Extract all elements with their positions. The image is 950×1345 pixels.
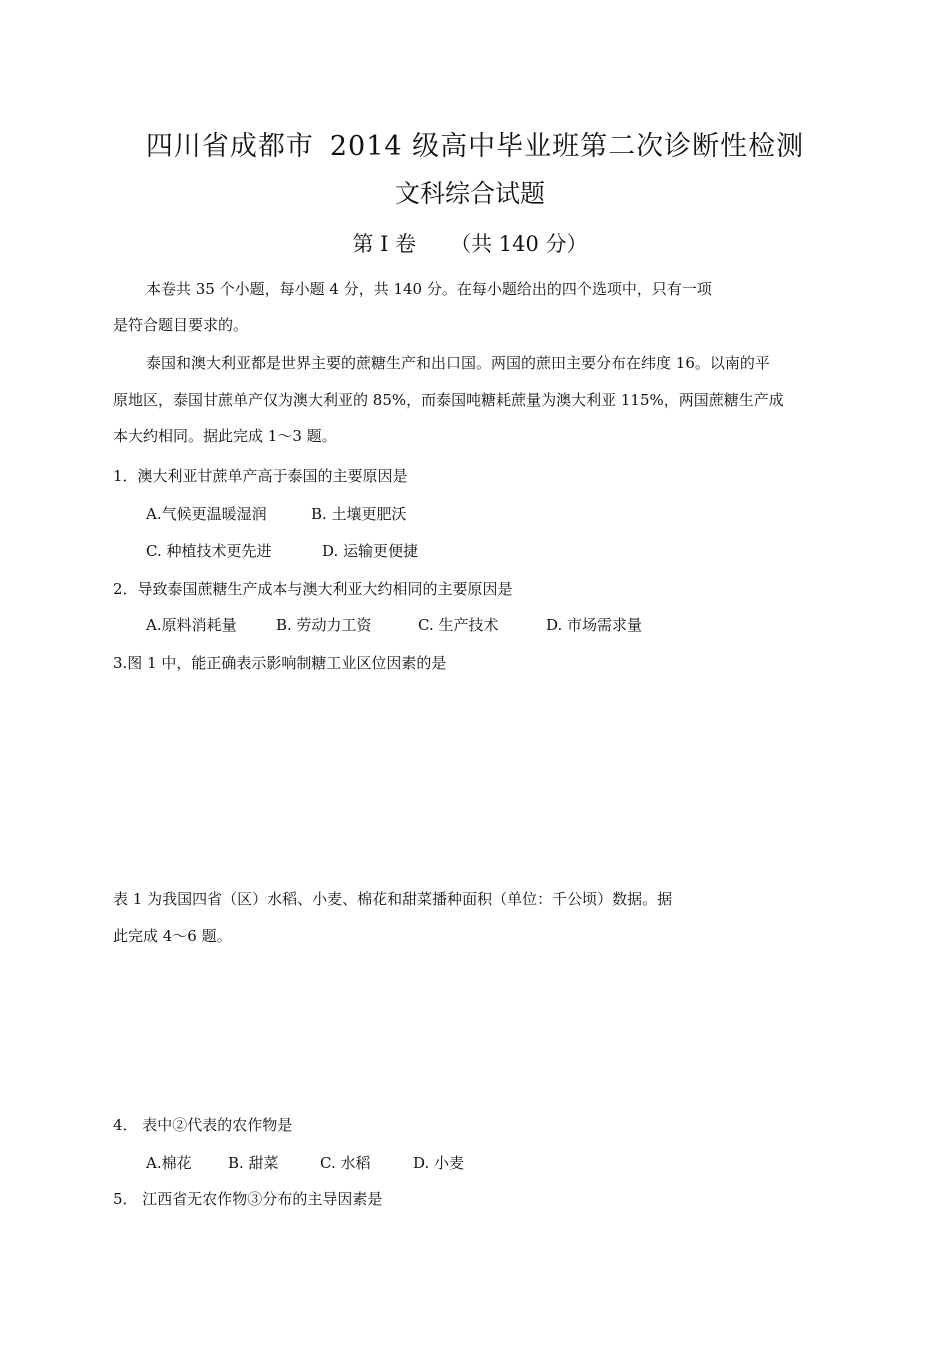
question-4-option-d: D. 小麦 (413, 1154, 465, 1172)
question-4-options (146, 1152, 464, 1173)
question-2-option-d: D. 市场需求量 (546, 616, 643, 634)
question-1-option-b: B. 土壤更肥沃 (311, 505, 407, 523)
question-4-stem: 4． 表中②代表的农作物是 (113, 1116, 293, 1134)
question-1-stem: 1．澳大利亚甘蔗单产高于泰国的主要原因是 (113, 467, 408, 485)
question-1-option-a: A.气候更温暖湿润 (146, 505, 267, 523)
question-4-option-a: A.棉花 (146, 1154, 192, 1172)
section-label: 第 I 卷 (352, 232, 417, 256)
passage2-line-2: 此完成 4～6 题。 (113, 927, 232, 945)
passage1-line-2: 原地区，泰国甘蔗单产仅为澳大利亚的 85%，而泰国吨糖耗蔗量为澳大利亚 115%，两国蔗糖生产成 (113, 391, 784, 409)
question-2-option-a: A.原料消耗量 (146, 616, 237, 634)
exam-title-region: 四川省成都市 (145, 131, 314, 162)
question-4-option-b: B. 甜菜 (228, 1154, 279, 1172)
question-5-stem: 5． 江西省无农作物③分布的主导因素是 (113, 1190, 383, 1208)
instructions-line-1: 本卷共 35 个小题，每小题 4 分，共 140 分。在每小题给出的四个选项中，只有一项 (146, 280, 712, 298)
question-1-option-c: C. 种植技术更先进 (146, 542, 272, 560)
question-2-option-c: C. 生产技术 (418, 616, 499, 634)
question-2-option-b: B. 劳动力工资 (276, 616, 372, 634)
question-1-options-row2 (146, 540, 418, 561)
question-2-options (146, 614, 642, 635)
passage1-line-3: 本大约相同。据此完成 1～3 题。 (113, 427, 337, 445)
passage2-line-1: 表 1 为我国四省（区）水稻、小麦、棉花和甜菜播种面积（单位：千公顷）数据。据 (113, 890, 673, 908)
instructions-line-2: 是符合题目要求的。 (113, 316, 249, 334)
exam-title-name: 2014 级高中毕业班第二次诊断性检测 (329, 131, 805, 162)
exam-subtitle: 文科综合试题 (394, 179, 545, 208)
section-heading (0, 228, 940, 258)
question-2-stem: 2．导致泰国蔗糖生产成本与澳大利亚大约相同的主要原因是 (113, 580, 513, 598)
section-score: （共 140 分） (450, 232, 588, 256)
question-4-option-c: C. 水稻 (320, 1154, 371, 1172)
question-3-stem: 3.图 1 中，能正确表示影响制糖工业区位因素的是 (113, 654, 447, 672)
question-1-options-row1 (146, 503, 407, 524)
exam-title (0, 124, 950, 163)
question-1-option-d: D. 运输更便捷 (322, 542, 419, 560)
passage1-line-1: 泰国和澳大利亚都是世界主要的蔗糖生产和出口国。两国的蔗田主要分布在纬度 16。以南的平 (146, 354, 770, 372)
